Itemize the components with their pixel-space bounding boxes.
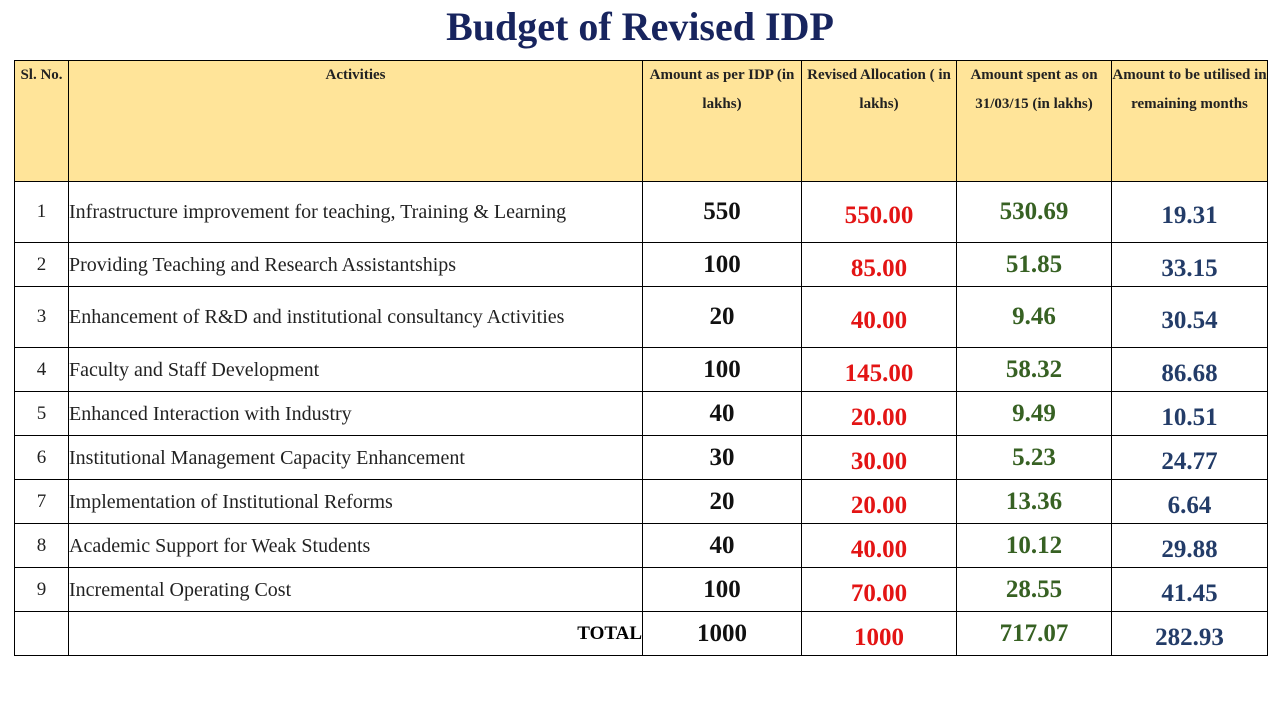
table-row <box>15 182 1268 243</box>
total-amount-remaining <box>1112 612 1268 656</box>
row-amount-spent <box>957 243 1112 287</box>
row-revised-allocation <box>802 348 957 392</box>
row-sl: 3 <box>15 287 69 348</box>
row-amount-idp: 100 <box>643 243 802 287</box>
total-spent-value: 717.07 <box>999 619 1069 647</box>
row-amount-spent <box>957 480 1112 524</box>
row-amount-spent <box>957 568 1112 612</box>
total-remaining-value: 282.93 <box>1155 623 1224 651</box>
row-amount-remaining <box>1112 348 1268 392</box>
total-amount-spent <box>957 612 1112 656</box>
row-sl: 8 <box>15 524 69 568</box>
header-amount-idp: Amount as per IDP (in lakhs) <box>643 61 802 182</box>
revised-value: 40.00 <box>850 307 908 334</box>
row-amount-remaining <box>1112 480 1268 524</box>
row-amount-idp: 20 <box>643 480 802 524</box>
spent-value: 530.69 <box>999 198 1069 225</box>
row-amount-remaining <box>1112 243 1268 287</box>
revised-value: 40.00 <box>850 535 908 563</box>
header-sl: Sl. No. <box>15 61 69 182</box>
total-amount-idp: 1000 <box>643 612 802 656</box>
row-amount-idp: 40 <box>643 392 802 436</box>
row-activity: Infrastructure improvement for teaching, Training & Learning <box>69 182 643 243</box>
total-sl-empty <box>15 612 69 656</box>
row-activity: Implementation of Institutional Reforms <box>69 480 643 524</box>
remaining-value: 24.77 <box>1161 447 1218 475</box>
row-amount-spent <box>957 287 1112 348</box>
row-amount-spent <box>957 524 1112 568</box>
header-amount-spent: Amount spent as on 31/03/15 (in lakhs) <box>957 61 1112 182</box>
row-activity: Incremental Operating Cost <box>69 568 643 612</box>
remaining-value: 86.68 <box>1161 359 1218 387</box>
row-activity: Enhanced Interaction with Industry <box>69 392 643 436</box>
page-title: Budget of Revised IDP <box>446 4 834 49</box>
row-amount-remaining <box>1112 182 1268 243</box>
total-row <box>15 612 1268 656</box>
spent-value: 51.85 <box>1005 250 1063 278</box>
row-revised-allocation <box>802 568 957 612</box>
remaining-value: 19.31 <box>1161 202 1218 229</box>
remaining-value: 30.54 <box>1161 307 1218 334</box>
row-revised-allocation <box>802 182 957 243</box>
revised-value: 20.00 <box>850 403 908 431</box>
table-header-row <box>15 61 1268 182</box>
header-activities: Activities <box>69 61 643 182</box>
row-activity: Faculty and Staff Development <box>69 348 643 392</box>
revised-value: 20.00 <box>850 491 908 519</box>
remaining-value: 29.88 <box>1161 535 1218 563</box>
revised-value: 70.00 <box>850 579 908 607</box>
row-sl: 9 <box>15 568 69 612</box>
row-amount-remaining <box>1112 524 1268 568</box>
row-amount-idp: 40 <box>643 524 802 568</box>
row-activity: Providing Teaching and Research Assistantships <box>69 243 643 287</box>
row-sl: 4 <box>15 348 69 392</box>
row-revised-allocation <box>802 480 957 524</box>
spent-value: 58.32 <box>1005 355 1063 383</box>
row-amount-remaining <box>1112 568 1268 612</box>
revised-value: 550.00 <box>844 202 914 229</box>
row-amount-idp: 30 <box>643 436 802 480</box>
header-amount-remaining: Amount to be utilised in remaining months <box>1112 61 1268 182</box>
total-revised-value: 1000 <box>854 623 904 651</box>
row-revised-allocation <box>802 436 957 480</box>
remaining-value: 33.15 <box>1161 254 1218 282</box>
table-row <box>15 568 1268 612</box>
row-sl: 5 <box>15 392 69 436</box>
row-amount-idp: 20 <box>643 287 802 348</box>
row-amount-idp: 100 <box>643 348 802 392</box>
table-row <box>15 287 1268 348</box>
row-amount-spent <box>957 392 1112 436</box>
spent-value: 9.46 <box>1012 303 1056 330</box>
remaining-value: 10.51 <box>1161 403 1218 431</box>
row-activity: Academic Support for Weak Students <box>69 524 643 568</box>
remaining-value: 6.64 <box>1167 491 1212 519</box>
remaining-value: 41.45 <box>1161 579 1218 607</box>
row-revised-allocation <box>802 524 957 568</box>
table-row <box>15 436 1268 480</box>
row-sl: 1 <box>15 182 69 243</box>
row-amount-remaining <box>1112 392 1268 436</box>
table-row <box>15 392 1268 436</box>
table-row <box>15 480 1268 524</box>
row-amount-idp: 550 <box>643 182 802 243</box>
spent-value: 13.36 <box>1005 487 1063 515</box>
budget-table <box>14 60 1268 656</box>
spent-value: 9.49 <box>1012 399 1056 427</box>
total-revised-allocation <box>802 612 957 656</box>
spent-value: 28.55 <box>1005 575 1063 603</box>
row-revised-allocation <box>802 243 957 287</box>
row-sl: 7 <box>15 480 69 524</box>
row-amount-spent <box>957 348 1112 392</box>
total-label: TOTAL <box>69 612 643 656</box>
row-amount-spent <box>957 182 1112 243</box>
row-sl: 6 <box>15 436 69 480</box>
revised-value: 145.00 <box>844 359 914 387</box>
row-amount-idp: 100 <box>643 568 802 612</box>
spent-value: 10.12 <box>1005 531 1063 559</box>
row-activity: Enhancement of R&D and institutional consultancy Activities <box>69 287 643 348</box>
table-row <box>15 243 1268 287</box>
row-amount-remaining <box>1112 287 1268 348</box>
row-activity: Institutional Management Capacity Enhancement <box>69 436 643 480</box>
row-revised-allocation <box>802 392 957 436</box>
table-row <box>15 524 1268 568</box>
row-revised-allocation <box>802 287 957 348</box>
table-row <box>15 348 1268 392</box>
spent-value: 5.23 <box>1012 443 1056 471</box>
revised-value: 85.00 <box>850 254 908 282</box>
revised-value: 30.00 <box>850 447 908 475</box>
header-revised-allocation: Revised Allocation ( in lakhs) <box>802 61 957 182</box>
row-amount-remaining <box>1112 436 1268 480</box>
row-amount-spent <box>957 436 1112 480</box>
row-sl: 2 <box>15 243 69 287</box>
